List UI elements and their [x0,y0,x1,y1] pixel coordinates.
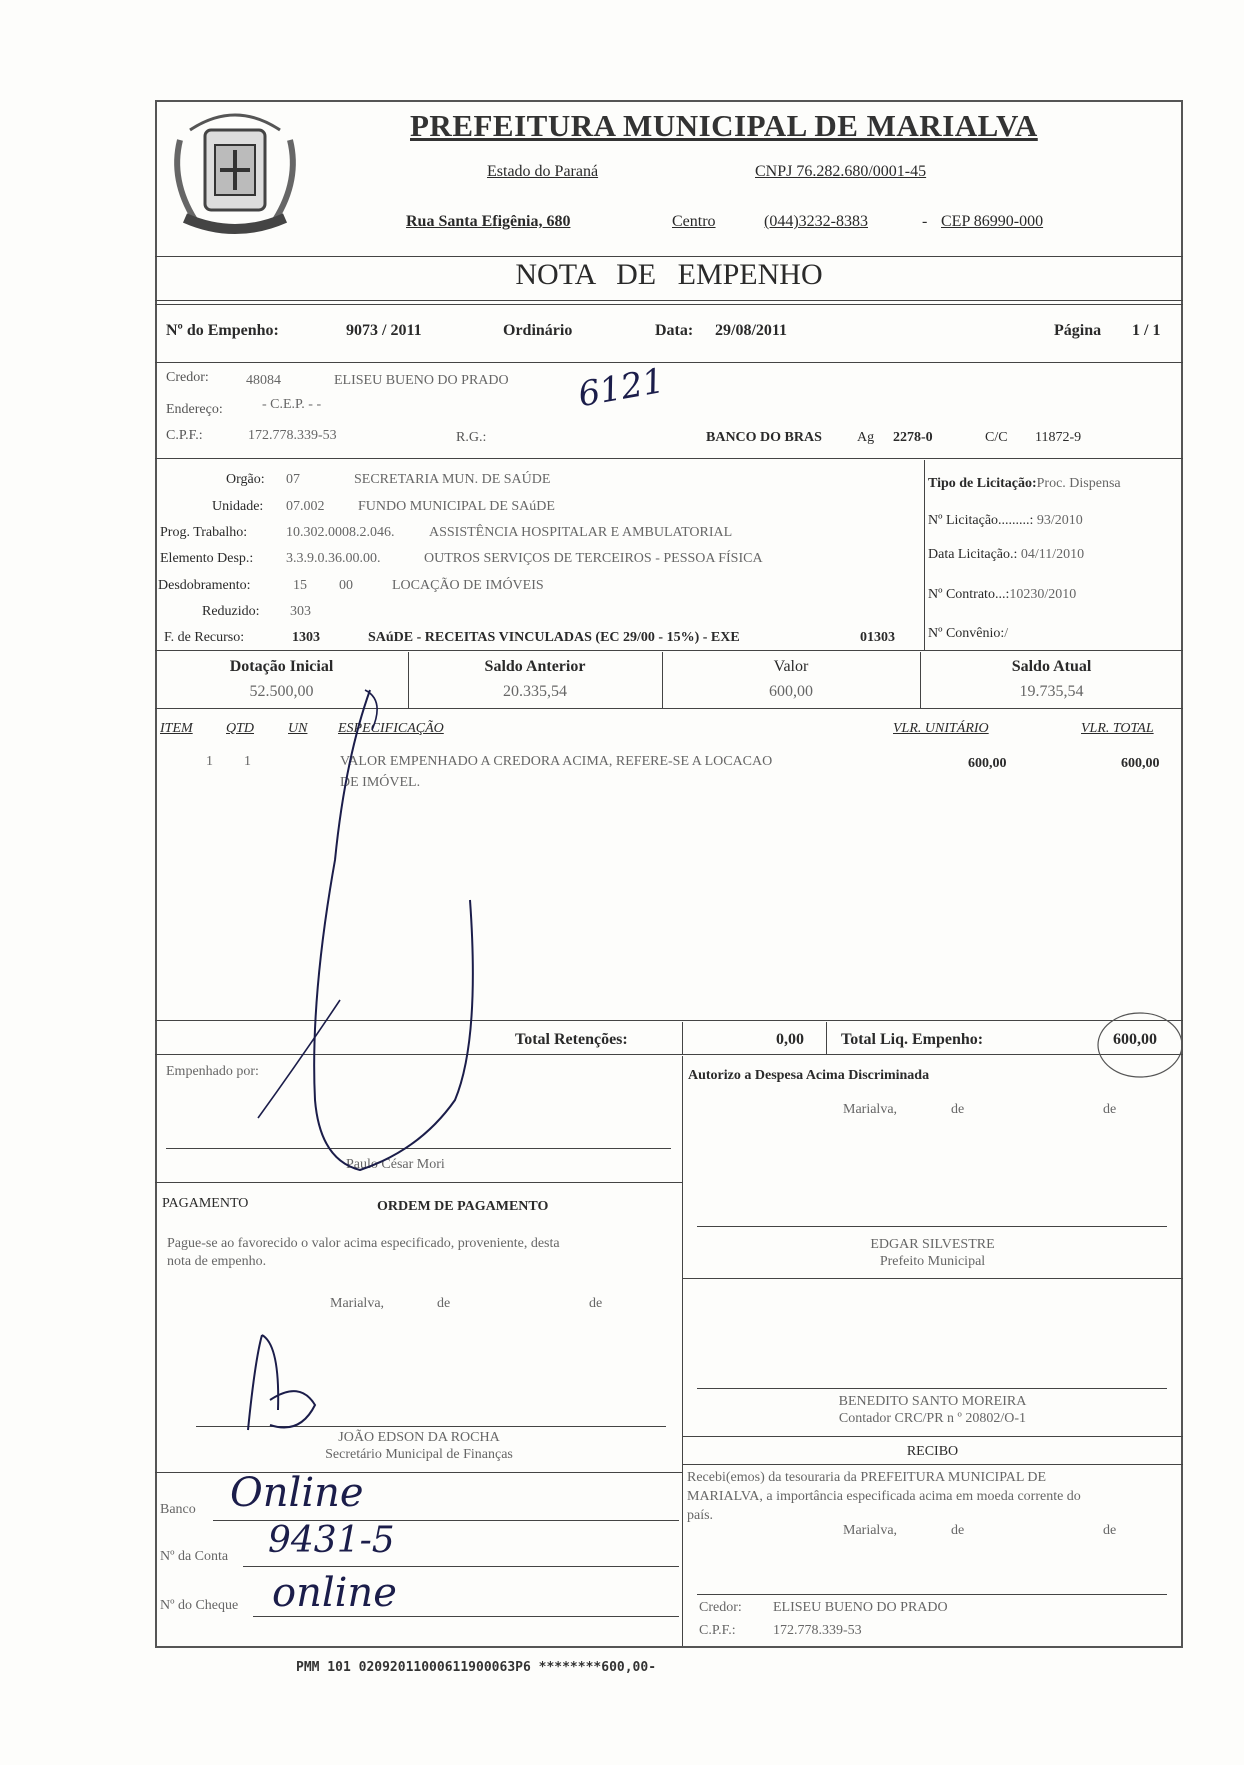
row-unitario: 600,00 [968,756,1007,771]
cpf-label: C.P.F.: [166,428,203,443]
prog-label: Prog. Trabalho: [160,525,248,540]
autorizo-de2: de [1103,1102,1117,1117]
ordem-label: ORDEM DE PAGAMENTO [377,1199,549,1214]
recurso-code2: 01303 [860,630,895,645]
empenhado-name: Paulo César Mori [346,1157,445,1172]
prefeito-role: Prefeito Municipal [879,1254,986,1269]
desdobramento-b: 00 [339,578,353,593]
conta-label: Nº da Conta [160,1549,229,1564]
desdobramento-label: Desdobramento: [158,578,251,593]
pagamento-label: PAGAMENTO [162,1196,249,1211]
date-label: Data: [655,322,694,339]
row-item: 1 [206,754,213,769]
total-circle-icon [1098,1013,1182,1077]
desdobramento-name: LOCAÇÃO DE IMÓVEIS [392,578,544,593]
contrato: Nº Contrato...:10230/2010 [928,587,1077,602]
row-desc-line1: VALOR EMPENHADO A CREDORA ACIMA, REFERE-SE A LOCACAO [340,754,773,769]
conta-handwritten: 9431-5 [268,1520,395,1561]
num-licitacao: Nº Licitação.........: 93/2010 [928,513,1083,528]
recurso-name: SAúDE - RECEITAS VINCULADAS (EC 29/00 - 15%) - EXE [368,630,740,645]
unidade-label: Unidade: [212,499,264,514]
elemento-code: 3.3.9.0.36.00.00. [286,551,381,566]
cheque-label: Nº do Cheque [160,1598,239,1613]
bank-name: BANCO DO BRAS [706,430,822,445]
address: Rua Santa Efigênia, 680 [406,213,571,230]
row-total: 600,00 [1121,756,1160,771]
col-un: UN [288,721,308,736]
dotacao-label: Dotação Inicial [229,658,334,675]
empenho-number-label: Nº do Empenho: [166,322,279,339]
saldo-atual-value: 19.735,54 [1019,683,1084,700]
autorizo-label: Autorizo a Despesa Acima Discriminada [688,1068,930,1083]
handwritten-annotation: 6121 [575,360,668,416]
doc-title: NOTA DE EMPENHO [515,258,823,291]
data-licitacao: Data Licitação.: 04/11/2010 [928,547,1085,562]
endereco-value: - C.E.P. - - [262,397,322,412]
recurso-label: F. de Recurso: [164,630,245,645]
autorizo-de1: de [951,1102,965,1117]
municipality-title: PREFEITURA MUNICIPAL DE MARIALVA [410,108,1038,143]
row-desc-line2: DE IMÓVEL. [340,775,421,790]
cheque-handwritten: online [272,1570,397,1616]
recibo-credor-name: ELISEU BUENO DO PRADO [773,1600,948,1615]
recibo-de2: de [1103,1523,1117,1538]
banco-handwritten: Online [230,1470,364,1516]
secretario-name: JOÃO EDSON DA ROCHA [338,1430,500,1445]
saldo-anterior-value: 20.335,54 [503,683,567,700]
recibo-title: RECIBO [906,1444,959,1459]
paulo-signature-stroke-icon [258,690,377,1118]
prefeito-name: EDGAR SILVESTRE [870,1237,995,1252]
empenho-type: Ordinário [503,322,573,339]
date-value: 29/08/2011 [715,322,788,339]
cc-value: 11872-9 [1035,430,1082,445]
credor-code: 48084 [246,373,281,388]
phone: (044)3232-8383 [764,213,868,230]
col-especificacao: ESPECIFICAÇÃO [338,721,444,736]
page-value: 1 / 1 [1132,322,1161,339]
contador-role: Contador CRC/PR n º 20802/O-1 [838,1411,1027,1426]
convenio: Nº Convênio:/ [928,626,1009,641]
ag-value: 2278-0 [893,430,933,445]
cep: CEP 86990-000 [941,213,1044,230]
prog-code: 10.302.0008.2.046. [286,525,395,540]
col-item: ITEM [160,721,193,736]
recibo-credor-label: Credor: [699,1600,742,1615]
secretario-role: Secretário Municipal de Finanças [325,1447,513,1462]
liq-value: 600,00 [1113,1031,1157,1048]
desdobramento-a: 15 [293,578,307,593]
payment-city: Marialva, [330,1296,385,1311]
page-label: Página [1054,322,1102,339]
col-qtd: QTD [226,721,255,736]
state-name: Estado do Paraná [487,163,599,180]
empenho-number: 9073 / 2011 [346,322,422,339]
unidade-name: FUNDO MUNICIPAL DE SAúDE [358,499,555,514]
credor-name: ELISEU BUENO DO PRADO [334,373,509,388]
saldo-atual-label: Saldo Atual [1011,658,1092,675]
recibo-cpf-label: C.P.F.: [699,1623,736,1638]
valor-value: 600,00 [769,683,813,700]
footer-code: PMM 101 02092011000611900063P6 ********600,00- [296,1660,657,1675]
cnpj: CNPJ 76.282.680/0001-45 [755,163,927,180]
rg-label: R.G.: [456,430,487,445]
elemento-name: OUTROS SERVIÇOS DE TERCEIROS - PESSOA FÍSICA [424,551,763,566]
cc-label: C/C [985,430,1008,445]
recibo-cpf: 172.778.339-53 [773,1623,862,1638]
payment-text-2: nota de empenho. [167,1254,267,1269]
col-unitario: VLR. UNITÁRIO [893,721,989,736]
retencoes-value: 0,00 [776,1031,804,1048]
separator: - [922,213,928,230]
contador-name: BENEDITO SANTO MOREIRA [838,1394,1027,1409]
recibo-text-1: Recebi(emos) da tesouraria da PREFEITURA MUNICIPAL DE [687,1470,1047,1485]
orgao-name: SECRETARIA MUN. DE SAÚDE [354,472,551,487]
reduzido-label: Reduzido: [202,604,260,619]
unidade-code: 07.002 [286,499,325,514]
dotacao-value: 52.500,00 [249,683,314,700]
recibo-city: Marialva, [843,1523,898,1538]
prog-name: ASSISTÊNCIA HOSPITALAR E AMBULATORIAL [429,525,733,540]
paulo-signature-icon [314,690,473,1170]
valor-label: Valor [773,658,809,675]
district: Centro [672,213,716,230]
col-total: VLR. TOTAL [1081,721,1154,736]
payment-de1: de [437,1296,451,1311]
payment-de2: de [589,1296,603,1311]
cpf-value: 172.778.339-53 [248,428,337,443]
ag-label: Ag [857,430,875,445]
recibo-text-3: país. [687,1508,714,1523]
elemento-label: Elemento Desp.: [160,551,254,566]
credor-label: Credor: [166,370,209,385]
orgao-code: 07 [286,472,300,487]
saldo-anterior-label: Saldo Anterior [484,658,586,675]
tipo-licitacao: Tipo de Licitação:Proc. Dispensa [928,476,1121,491]
empenhado-label: Empenhado por: [166,1064,259,1079]
autorizo-city: Marialva, [843,1102,898,1117]
liq-label: Total Liq. Empenho: [841,1031,984,1048]
recibo-de1: de [951,1523,965,1538]
payment-text-1: Pague-se ao favorecido o valor acima especificado, proveniente, desta [167,1236,560,1251]
endereco-label: Endereço: [166,402,223,417]
row-qtd: 1 [244,754,251,769]
orgao-label: Orgão: [226,472,265,487]
banco-label: Banco [160,1502,196,1517]
reduzido-value: 303 [290,604,311,619]
recurso-code: 1303 [292,630,320,645]
joao-signature-icon [248,1335,315,1430]
recibo-text-2: MARIALVA, a importância especificada acima em moeda corrente do [687,1489,1081,1504]
retencoes-label: Total Retenções: [515,1031,628,1048]
